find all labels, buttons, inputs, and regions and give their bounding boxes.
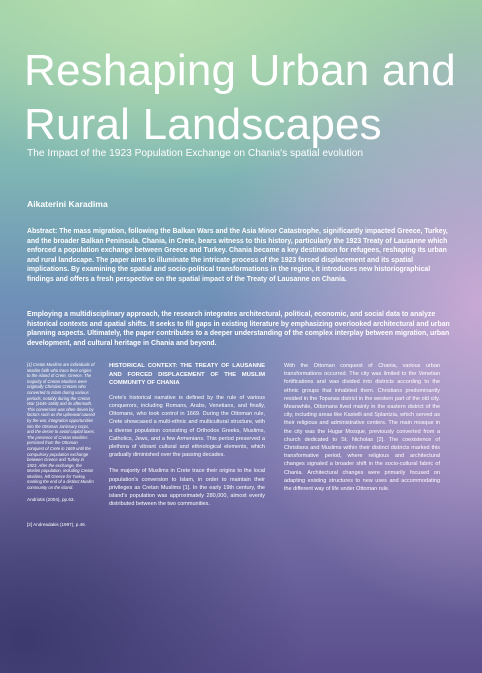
sidenotes-column: [27, 362, 95, 548]
page-subtitle: The Impact of the 1923 Population Exchange on Chania's spatial evolution: [27, 148, 364, 159]
body-column-2: [284, 362, 440, 501]
abstract-paragraph-1: Abstract: The mass migration, following the Balkan Wars and the Asia Minor Catastrophe, significantly impacted Greece, Turkey, and the broader Balkan Peninsula. Chania, in Crete, bears witness to this history, particularly the 1923 Treaty of Lausanne which enforced a population exchange between Greece and Turkey. Chania became a key destination for refugees, reshaping its urban and rural landscape. The paper aims to illuminate the intricate process of the 1923 forced displacement and its spatial implications. By examining the spatial and socio-political transformations in the region, it introduces new historiographical findings and offers a fresh perspective on the spatial impact of the Treaty of Lausanne on Chania.: [27, 228, 448, 283]
reference-1: Andriotis (2004), pp.63.: [27, 496, 75, 502]
reference-2: [2] Andreadakis (1997), p.46.: [27, 522, 86, 528]
abstract-paragraph-2: Employing a multidisciplinary approach, the research integrates architectural, political, economic, and social data to analyze historical contexts and spatial shifts. It seeks to fill gaps in existing literature by emphasizing overlooked architectural and urban planning aspects. Ultimately, the paper contributes to a deeper understanding of the complex interplay between migration, urban development, and cultural heritage in Chania and beyond.: [27, 311, 450, 347]
section-heading: HISTORICAL CONTEXT: THE TREATY OF LAUSANNE AND FORCED DISPLACEMENT OF THE MUSLIM COMMUNITY OF CHANIA: [109, 363, 265, 387]
page-title: Reshaping Urban and Rural Landscapes: [24, 46, 456, 149]
body-column-1: [109, 362, 265, 516]
footnote-1: [1] Cretan Muslims are individuals of Muslim faith who trace their origins to the island of Crete, Greece. The majority of Cretan Muslims were originally Christian Cretans who converted to Islam during various periods, notably during the Cretan War (1645-1669) and its aftermath. This conversion was often driven by factors such as the upheaval caused by the war, integration opportunities into the Ottoman Janissary corps, and the desire to avoid capital taxes. The presence of Cretan Muslims persisted from the Ottoman conquest of Crete in 1669 until the compulsory population exchange between Greece and Turkey in 1923. After the exchange, the Muslim population, including Cretan Muslims, left Greece for Turkey, marking the end of a distinct Muslim community on the island.: [27, 362, 95, 491]
body-paragraph: The majority of Muslims in Crete trace their origins to the local population's conversion to Islam, in order to maintain their privileges as Cretan Muslims [1]. In the early 19th century, the island's population was approximately 280,000, almost evenly distributed between the two communities.: [109, 468, 265, 508]
author-name: Aikaterini Karadima: [27, 199, 108, 209]
body-paragraph: With the Ottoman conquest of Chania, various urban transformations occurred. The city was limited to the Venetian fortifications and was divided into districts according to the ethnic groups that inhabited them. Christians predominantly resided in the Topanas district in the western part of the old city. Meanwhile, Ottomans lived mainly in the eastern district of the city, including areas like Kastelli and Splantzia, which served as their religious and administrative centers. The main mosque in the city was the Hugar Mosque, previously converted from a church dedicated to St. Nicholas [2]. The coexistence of Christians and Muslims within their distinct districts marked this transformative period, where religious and architectural changes signaled a broader shift in the socio-cultural fabric of Chania. Architectural changes were primarily focused on adapting existing structures to new uses and accommodating the different way of life under Ottoman rule.: [284, 363, 440, 493]
body-paragraph: Crete's historical narrative is defined by the rule of various conquerors, including Romans, Arabs, Venetians, and finally, Ottomans, who took control in 1669. During the Ottoman rule, Crete showcased a multi-ethnic and multicultural structure, with a diverse population consisting of Orthodox Greeks, Muslims, Catholics, Jews, and a few Armenians. This period preserved a plethora of vibrant cultural and ethnological elements, which gradually diminished over the passing decades.: [109, 394, 265, 459]
